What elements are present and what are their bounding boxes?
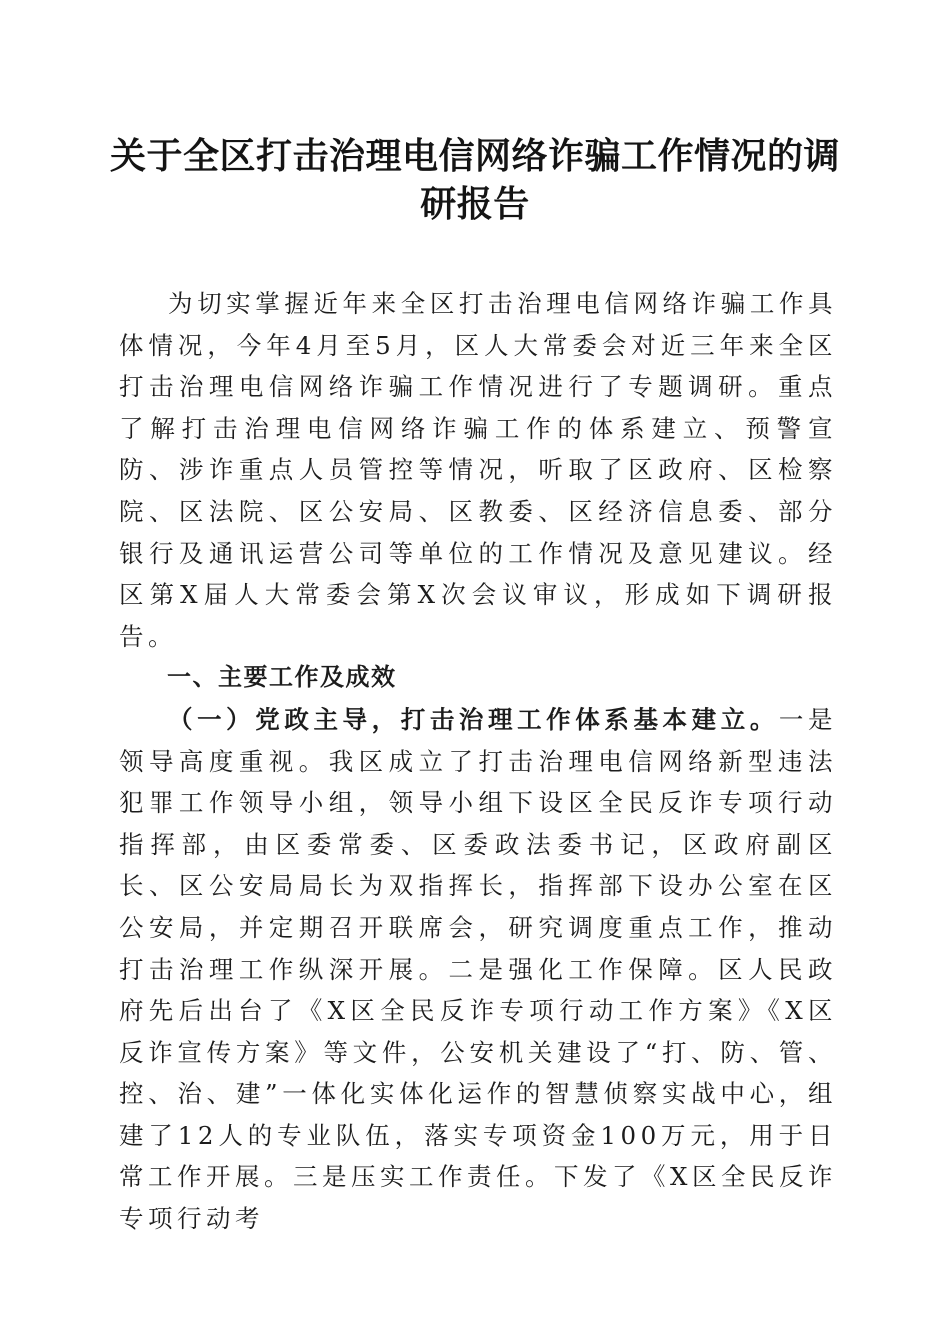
subsection-paragraph (119, 699, 837, 1240)
subsection-lead: （一）党政主导，打击治理工作体系基本建立。 (168, 704, 779, 734)
subsection-text: 一是领导高度重视。我区成立了打击治理电信网络新型违法犯罪工作领导小组，领导小组下设区全民反诈专项行动指挥部，由区委常委、区委政法委书记，区政府副区长、区公安局局长为双指挥长，指挥部下设办公室在区公安局，并定期召开联席会，研究调度重点工作，推动打击治理工作纵深开展。二是强化工作保障。区人民政府先后出台了《X区全民反诈专项行动工作方案》《X区反诈宣传方案》等文件，公安机关建设了“打、防、管、控、治、建”一体化实体化运作的智慧侦察实战中心，组建了12人的专业队伍，落实专项资金100万元，用于日常工作开展。三是压实工作责任。下发了《X区全民反诈专项行动考 (119, 704, 838, 1234)
section-heading: 一、主要工作及成效 (167, 663, 397, 692)
document-body (119, 283, 837, 1240)
document-title: 关于全区打击治理电信网络诈骗工作情况的调研报告 (110, 135, 841, 225)
intro-paragraph: 为切实掌握近年来全区打击治理电信网络诈骗工作具体情况，今年4月至5月，区人大常委会对近三年来全区打击治理电信网络诈骗工作情况进行了专题调研。重点了解打击治理电信网络诈骗工作的体系建立、预警宣防、涉诈重点人员管控等情况，听取了区政府、区检察院、区法院、区公安局、区教委、区经济信息委、部分银行及通讯运营公司等单位的工作情况及意见建议。经区第X届人大常委会第X次会议审议，形成如下调研报告。 (119, 289, 837, 651)
